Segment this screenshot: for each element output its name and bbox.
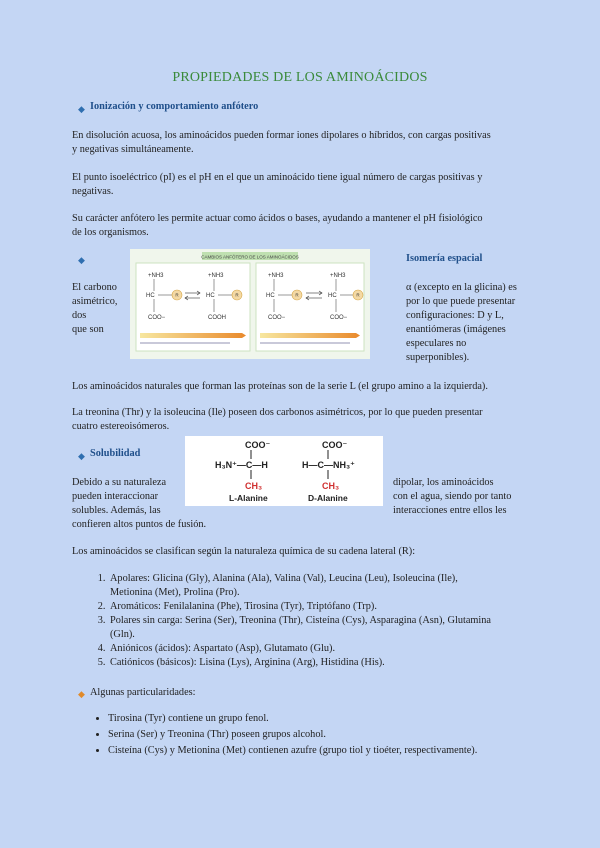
particularities-list	[90, 711, 548, 759]
bullet-icon: ◆	[78, 104, 85, 114]
figure-caption: CAMBIOS ANFÓTERO DE LOS AMINOÁCIDOS	[201, 254, 299, 260]
bullet-icon: ◆	[78, 255, 85, 265]
paragraph-line: negativas.	[72, 186, 114, 197]
wrap-text-left: El carbono	[72, 282, 117, 293]
wrap-text-left: pueden interaccionar	[72, 491, 159, 502]
paragraph-line: cuatro estereoisómeros.	[72, 421, 170, 432]
paragraph-line: de los organismos.	[72, 227, 149, 238]
section-heading-ionizacion: Ionización y comportamiento anfótero	[90, 101, 259, 112]
list-item: 3. Polares sin carga: Serina (Ser), Treonina (Thr), Cisteína (Cys), Asparagina (Asn), Glutamina (Gln).	[108, 614, 548, 642]
svg-text:HC: HC	[328, 293, 337, 299]
wrap-text-right: interacciones entre ellos les	[393, 505, 507, 516]
svg-text:H₃N⁺—C—H: H₃N⁺—C—H	[215, 460, 268, 470]
svg-text:COO−: COO−	[148, 315, 166, 321]
svg-text:D-Alanine: D-Alanine	[308, 493, 348, 503]
wrap-text-right: configuraciones: D y L,	[406, 310, 504, 321]
list-item: 5. Catiónicos (básicos): Lisina (Lys), Arginina (Arg), Histidina (His).	[108, 656, 548, 670]
list-item: 4. Aniónicos (ácidos): Aspartato (Asp), Glutamato (Glu).	[108, 642, 548, 656]
svg-text:CH₃: CH₃	[245, 481, 263, 491]
classification-list	[90, 572, 548, 670]
svg-text:+NH3: +NH3	[330, 273, 346, 279]
wrap-text-left: asimétrico,	[72, 296, 118, 307]
svg-text:+NH3: +NH3	[268, 273, 284, 279]
svg-text:HC: HC	[206, 293, 215, 299]
list-item: • Cisteína (Cys) y Metionina (Met) contienen azufre (grupo tiol y tioéter, respectivamente).	[108, 743, 548, 759]
svg-text:HC: HC	[266, 293, 275, 299]
svg-text:HC: HC	[146, 293, 155, 299]
svg-text:R: R	[175, 292, 179, 298]
svg-text:R: R	[295, 292, 299, 298]
wrap-text-left: que son	[72, 324, 104, 335]
list-item: 2. Aromáticos: Fenilalanina (Phe), Tirosina (Tyr), Triptófano (Trp).	[108, 600, 548, 614]
section-heading-isomeria: Isomería espacial	[406, 253, 483, 264]
wrap-text-right: con el agua, siendo por tanto	[393, 491, 512, 502]
svg-text:R: R	[235, 292, 239, 298]
bullet-icon: ◆	[78, 451, 85, 461]
svg-text:COO⁻: COO⁻	[245, 440, 271, 450]
wrap-text-right: enantiómeras (imágenes	[406, 324, 506, 335]
svg-text:+NH3: +NH3	[208, 273, 224, 279]
wrap-text-right: superponibles).	[406, 352, 470, 363]
section-heading-particularidades: Algunas particularidades:	[90, 687, 196, 698]
paragraph-line: El punto isoeléctrico (pI) es el pH en el que un aminoácido tiene igual número de cargas positivas y	[72, 172, 483, 183]
svg-text:COO⁻: COO⁻	[322, 440, 348, 450]
svg-text:H—C—NH₃⁺: H—C—NH₃⁺	[302, 460, 355, 470]
paragraph-line: La treonina (Thr) y la isoleucina (Ile) poseen dos carbonos asimétricos, por lo que pueden presentar	[72, 407, 483, 418]
wrap-text-right: α (excepto en la glicina) es	[406, 282, 517, 293]
paragraph-line: y negativas simultáneamente.	[72, 144, 194, 155]
wrap-text-left: solubles. Además, las	[72, 505, 161, 516]
wrap-text-left: dos	[72, 310, 87, 321]
section-heading-solubilidad: Solubilidad	[90, 448, 141, 459]
paragraph-line: Los aminoácidos naturales que forman las proteínas son de la serie L (el grupo amino a la izquierda).	[72, 381, 488, 392]
svg-text:CH₃: CH₃	[322, 481, 340, 491]
svg-text:R: R	[356, 292, 360, 298]
svg-text:COO−: COO−	[268, 315, 286, 321]
wrap-text-right: dipolar, los aminoácidos	[393, 477, 494, 488]
svg-text:L-Alanine: L-Alanine	[229, 493, 268, 503]
list-item: • Tirosina (Tyr) contiene un grupo fenol.	[108, 711, 548, 727]
bullet-icon: ◆	[78, 689, 85, 699]
list-item: • Serina (Ser) y Treonina (Thr) poseen grupos alcohol.	[108, 727, 548, 743]
svg-text:COOH: COOH	[208, 315, 226, 321]
wrap-text-right: por lo que puede presentar	[406, 296, 516, 307]
wrap-text-left: confieren altos puntos de fusión.	[72, 519, 207, 530]
wrap-text-right: especulares no	[406, 338, 467, 349]
page-title: PROPIEDADES DE LOS AMINOÁCIDOS	[172, 70, 428, 85]
alanine-figure	[185, 436, 383, 506]
paragraph-line: Su carácter anfótero les permite actuar como ácidos o bases, ayudando a mantener el pH fisiológico	[72, 213, 483, 224]
list-item: 1. Apolares: Glicina (Gly), Alanina (Ala), Valina (Val), Leucina (Leu), Isoleucina (Ile), Metionina (Met), Prolina (Pro).	[108, 572, 548, 600]
paragraph-line: En disolución acuosa, los aminoácidos pueden formar iones dipolares o híbridos, con cargas positivas	[72, 130, 491, 141]
paragraph-line: Los aminoácidos se clasifican según la naturaleza química de su cadena lateral (R):	[72, 546, 416, 557]
svg-text:COO−: COO−	[330, 315, 348, 321]
wrap-text-left: Debido a su naturaleza	[72, 477, 167, 488]
amphoteric-figure	[130, 249, 370, 359]
svg-text:+NH3: +NH3	[148, 273, 164, 279]
